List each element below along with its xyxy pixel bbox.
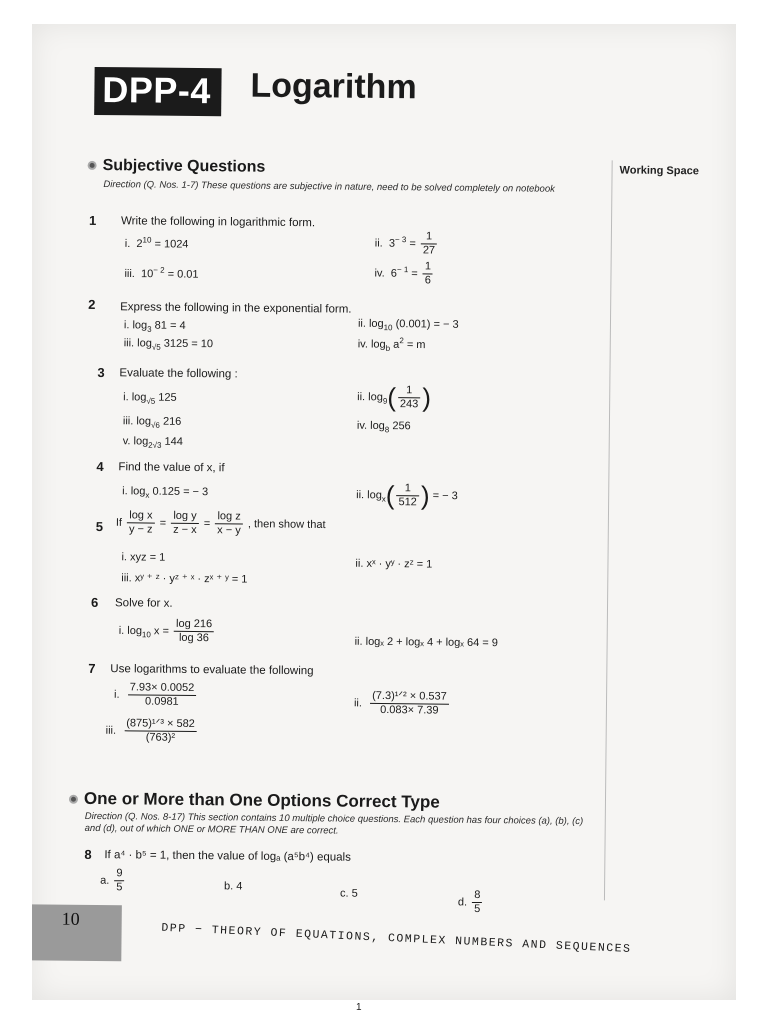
- q7-number: 7: [88, 660, 96, 676]
- q3-ii-fraction: $\frac{1}{243}$: [398, 384, 421, 412]
- q1-ii-fraction: $\frac{1}{27}$: [421, 230, 438, 258]
- q1-iv-fraction: $\frac{1}{6}$: [424, 260, 432, 287]
- q5-number: 5: [95, 518, 104, 535]
- q7-iii-fraction: $\frac{\text{(875)¹ᐟ³ × 582}}{\text{(763)²}}$: [124, 717, 197, 745]
- q7-iii: iii. $\frac{\text{(875)¹ᐟ³ × 582}}{\text{(763)²}}$: [105, 717, 195, 745]
- q8-option-c: c. 5: [339, 887, 358, 900]
- bottom-page-number: 1: [356, 1002, 362, 1013]
- document-page: [32, 24, 736, 1000]
- q3-v: v. $\log_{2√3} 144$: [122, 435, 184, 450]
- q3-text: Evaluate the following :: [119, 367, 238, 381]
- q5-ii: ii. xˣ · yʸ · zᶻ = 1: [355, 557, 433, 571]
- q2-i: i. $\log_3 81 = 4$: [123, 319, 186, 334]
- q7-ii: ii. $\frac{\text{(7.3)¹ᐟ² × 0.537}}{0.083\times 7.39}$: [353, 689, 447, 717]
- bullet-icon: [69, 795, 78, 804]
- q7-i-fraction: $\frac{7.93\times 0.0052}{0.0981}$: [128, 681, 197, 709]
- q8-d-fraction: $\frac{8}{5}$: [474, 888, 481, 916]
- q1-text: Write the following in logarithmic form.: [120, 215, 316, 230]
- q6-ii: ii. logₓ 2 + logₓ 4 + logₓ 64 = 9: [354, 635, 498, 650]
- q4-i: i. $\log_x 0.125$ = − 3: [122, 485, 209, 500]
- q8-text: If a⁴ · b⁵ = 1, then the value of logₐ (a⁵b⁴) equals: [104, 849, 351, 864]
- q4-ii-fraction: $\frac{1}{512}$: [396, 482, 419, 510]
- q6-i: i. $\log_{10} x$ = $\frac{\log 216}{\log 36}$: [118, 617, 213, 645]
- q6-i-fraction: $\frac{\log 216}{\log 36}$: [174, 618, 214, 646]
- q4-number: 4: [96, 458, 104, 475]
- q7-i: i. $\frac{7.93\times 0.0052}{0.0981}$: [114, 681, 195, 709]
- working-space-divider: [604, 160, 613, 900]
- q8-a-fraction: $\frac{9}{5}$: [116, 867, 123, 894]
- q6-number: 6: [90, 594, 99, 611]
- q3-number: 3: [97, 364, 105, 381]
- objective-direction: Direction (Q. Nos. 8-17) This section contains 10 multiple choice questions. Each question has four choices (a), (b), (c) and (d), out of which ONE or MORE THAN ONE are correct.: [84, 810, 584, 837]
- q5-iii: iii. xʸ ⁺ ᶻ · yᶻ ⁺ ˣ · zˣ ⁺ ʸ = 1: [121, 572, 248, 586]
- page-number: 10: [61, 908, 80, 929]
- q4-ii: ii. $\log_x$( $\frac{1}{512}$ ) = − 3: [356, 480, 458, 511]
- q3-ii: ii. $\log_9$( $\frac{1}{243}$ ): [357, 382, 432, 413]
- q8-option-a: a. $\frac{9}{5}$: [100, 867, 123, 894]
- q3-iii: iii. $\log_{√6} 216$: [122, 415, 182, 430]
- q5-fraction-2: $\frac{\text{log y}}{z - x}$: [171, 510, 199, 538]
- working-space-label: Working Space: [619, 164, 699, 178]
- objective-heading: [69, 789, 440, 813]
- q1-number: 1: [88, 212, 97, 228]
- q1-iv: iv. $6^{- 1}$ = $\frac{1}{6}$: [374, 260, 432, 287]
- title-badge: DPP-4: [94, 67, 221, 116]
- subjective-direction: Direction (Q. Nos. 1-7) These questions are subjective in nature, need to be solved completely on notebook: [103, 179, 555, 195]
- page-content: [32, 24, 736, 1000]
- q2-ii: ii. $\log_{10} (0.001)$ = − 3: [357, 317, 459, 333]
- subjective-heading-text: Subjective Questions: [102, 157, 266, 176]
- q4-text: Find the value of x, if: [118, 461, 225, 475]
- q5-fraction-3: $\frac{\text{log z}}{x - y}$: [215, 510, 243, 538]
- objective-heading-text: One or More than One Options Correct Type: [83, 788, 440, 812]
- q8-option-d: d. $\frac{8}{5}$: [457, 888, 481, 916]
- q8-option-b: b. 4: [224, 880, 243, 893]
- page-title: Logarithm: [250, 66, 417, 107]
- q1-iii: iii. $10^{- 2} = 0.01$: [124, 265, 199, 281]
- footer-text: DPP − THEORY OF EQUATIONS, COMPLEX NUMBERS AND SEQUENCES: [161, 921, 632, 957]
- q8-number: 8: [84, 846, 92, 862]
- q2-iii: iii. $\log_{√5} 3125 = 10$: [123, 337, 214, 352]
- q2-iv: iv. $\log_b a^2 = m$: [357, 336, 426, 353]
- q5-fraction-1: $\frac{\text{log x}}{y - z}$: [127, 509, 155, 537]
- q2-number: 2: [88, 296, 96, 312]
- q5-statement: If $\frac{\text{log x}}{y - z}$ = $\frac{\text{log y}}{z - x}$ = $\frac{\text{log z}}{x - y}$ , then show that: [115, 509, 326, 537]
- subjective-heading: [88, 157, 266, 177]
- q1-ii: ii. $3^{- 3}$ = $\frac{1}{27}$: [375, 230, 440, 258]
- q3-iv: iv. $\log_8 256$: [356, 419, 411, 435]
- q1-i: i. $2^{10} = 1024$: [124, 235, 189, 251]
- q2-text: Express the following in the exponential form.: [120, 301, 352, 316]
- q6-text: Solve for x.: [114, 597, 173, 610]
- q3-i: i. $\log_{√5} 125$: [123, 391, 177, 406]
- q7-ii-fraction: $\frac{\text{(7.3)¹ᐟ² × 0.537}}{0.083\times 7.39}$: [370, 690, 449, 718]
- q7-text: Use logarithms to evaluate the following: [110, 663, 314, 678]
- q5-i: i. xyz = 1: [121, 551, 166, 564]
- bullet-icon: [88, 161, 97, 170]
